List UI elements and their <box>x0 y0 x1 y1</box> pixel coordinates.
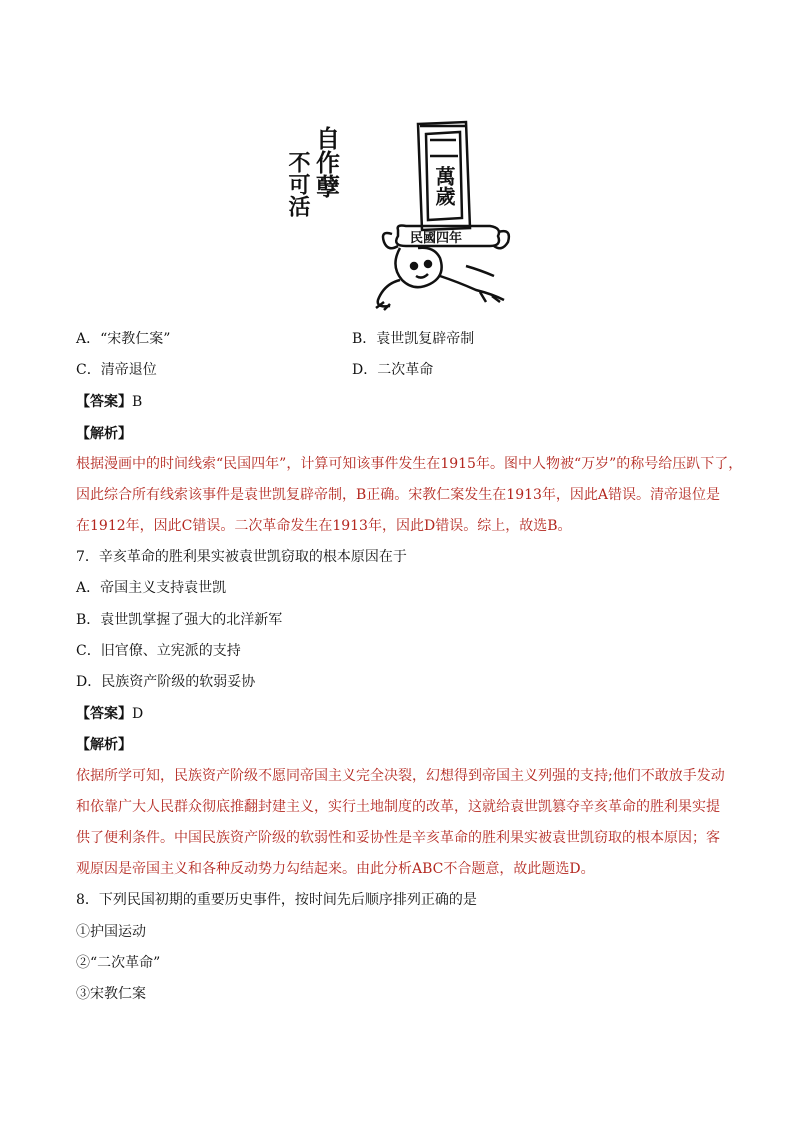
analysis-line: 供了便利条件。中国民族资产阶级的软弱性和妥协性是辛亥革命的胜利果实被袁世凯窃取的根本原因；客 <box>76 830 720 846</box>
analysis-line: 在1912年，因此C错误。二次革命发生在1913年，因此D错误。综上，故选B。 <box>76 518 572 534</box>
q7-option-c: C．旧官僚、立宪派的支持 <box>76 643 241 659</box>
analysis-line: 依据所学可知，民族资产阶级不愿同帝国主义完全决裂，幻想得到帝国主义列强的支持;他们不敢放手发动 <box>76 768 725 784</box>
q7-option-b: B．袁世凯掌握了强大的北洋新军 <box>76 612 283 628</box>
q8-stem: 8．下列民国初期的重要历史事件，按时间先后顺序排列正确的是 <box>76 892 477 908</box>
q7-option-a: A．帝国主义支持袁世凯 <box>76 580 227 596</box>
q6-option-d: D．二次革命 <box>352 362 434 378</box>
analysis-line: 因此综合所有线索该事件是袁世凯复辟帝制，B正确。宋教仁案发生在1913年，因此A错误。清帝退位是 <box>76 487 721 503</box>
q6-analysis-text <box>76 449 743 542</box>
q7-answer <box>76 704 143 724</box>
q6-analysis-label: 【解析】 <box>76 426 132 442</box>
q6-answer <box>76 392 142 412</box>
cartoon-text-col2: 不可活 <box>285 151 311 217</box>
q7-stem: 7．辛亥革命的胜利果实被袁世凯窃取的根本原因在于 <box>76 549 407 565</box>
answer-value: B <box>132 394 143 410</box>
q6-option-b: B．袁世凯复辟帝制 <box>352 331 475 347</box>
answer-label: 【答案】 <box>76 706 132 722</box>
cartoon-plaque-text: 萬歲 <box>432 166 456 206</box>
cartoon-text-col1: 自作孽 <box>311 126 341 198</box>
analysis-line: 根据漫画中的时间线索“民国四年”，计算可知该事件发生在1915年。图中人物被“万岁”的称号给压趴下了， <box>76 456 743 472</box>
q6-option-a: A．“宋教仁案” <box>76 331 171 347</box>
q8-item-2: ②“二次革命” <box>76 955 161 971</box>
q6-option-c: C．清帝退位 <box>76 362 157 378</box>
cartoon-illustration <box>280 96 520 318</box>
cartoon-base-text: 民國四年 <box>410 231 463 246</box>
q8-item-1: ①护国运动 <box>76 924 146 940</box>
q7-analysis-text <box>76 761 726 885</box>
answer-label: 【答案】 <box>76 394 132 410</box>
analysis-line: 观原因是帝国主义和各种反动势力勾结起来。由此分析ABC不合题意，故此题选D。 <box>76 861 595 877</box>
q8-item-3: ③宋教仁案 <box>76 986 146 1002</box>
answer-value: D <box>132 706 144 722</box>
q7-analysis-label: 【解析】 <box>76 737 132 753</box>
q7-option-d: D．民族资产阶级的软弱妥协 <box>76 674 256 690</box>
analysis-line: 和依靠广大人民群众彻底推翻封建主义，实行土地制度的改革，这就给袁世凯篡夺辛亥革命的胜利果实提 <box>76 799 720 815</box>
